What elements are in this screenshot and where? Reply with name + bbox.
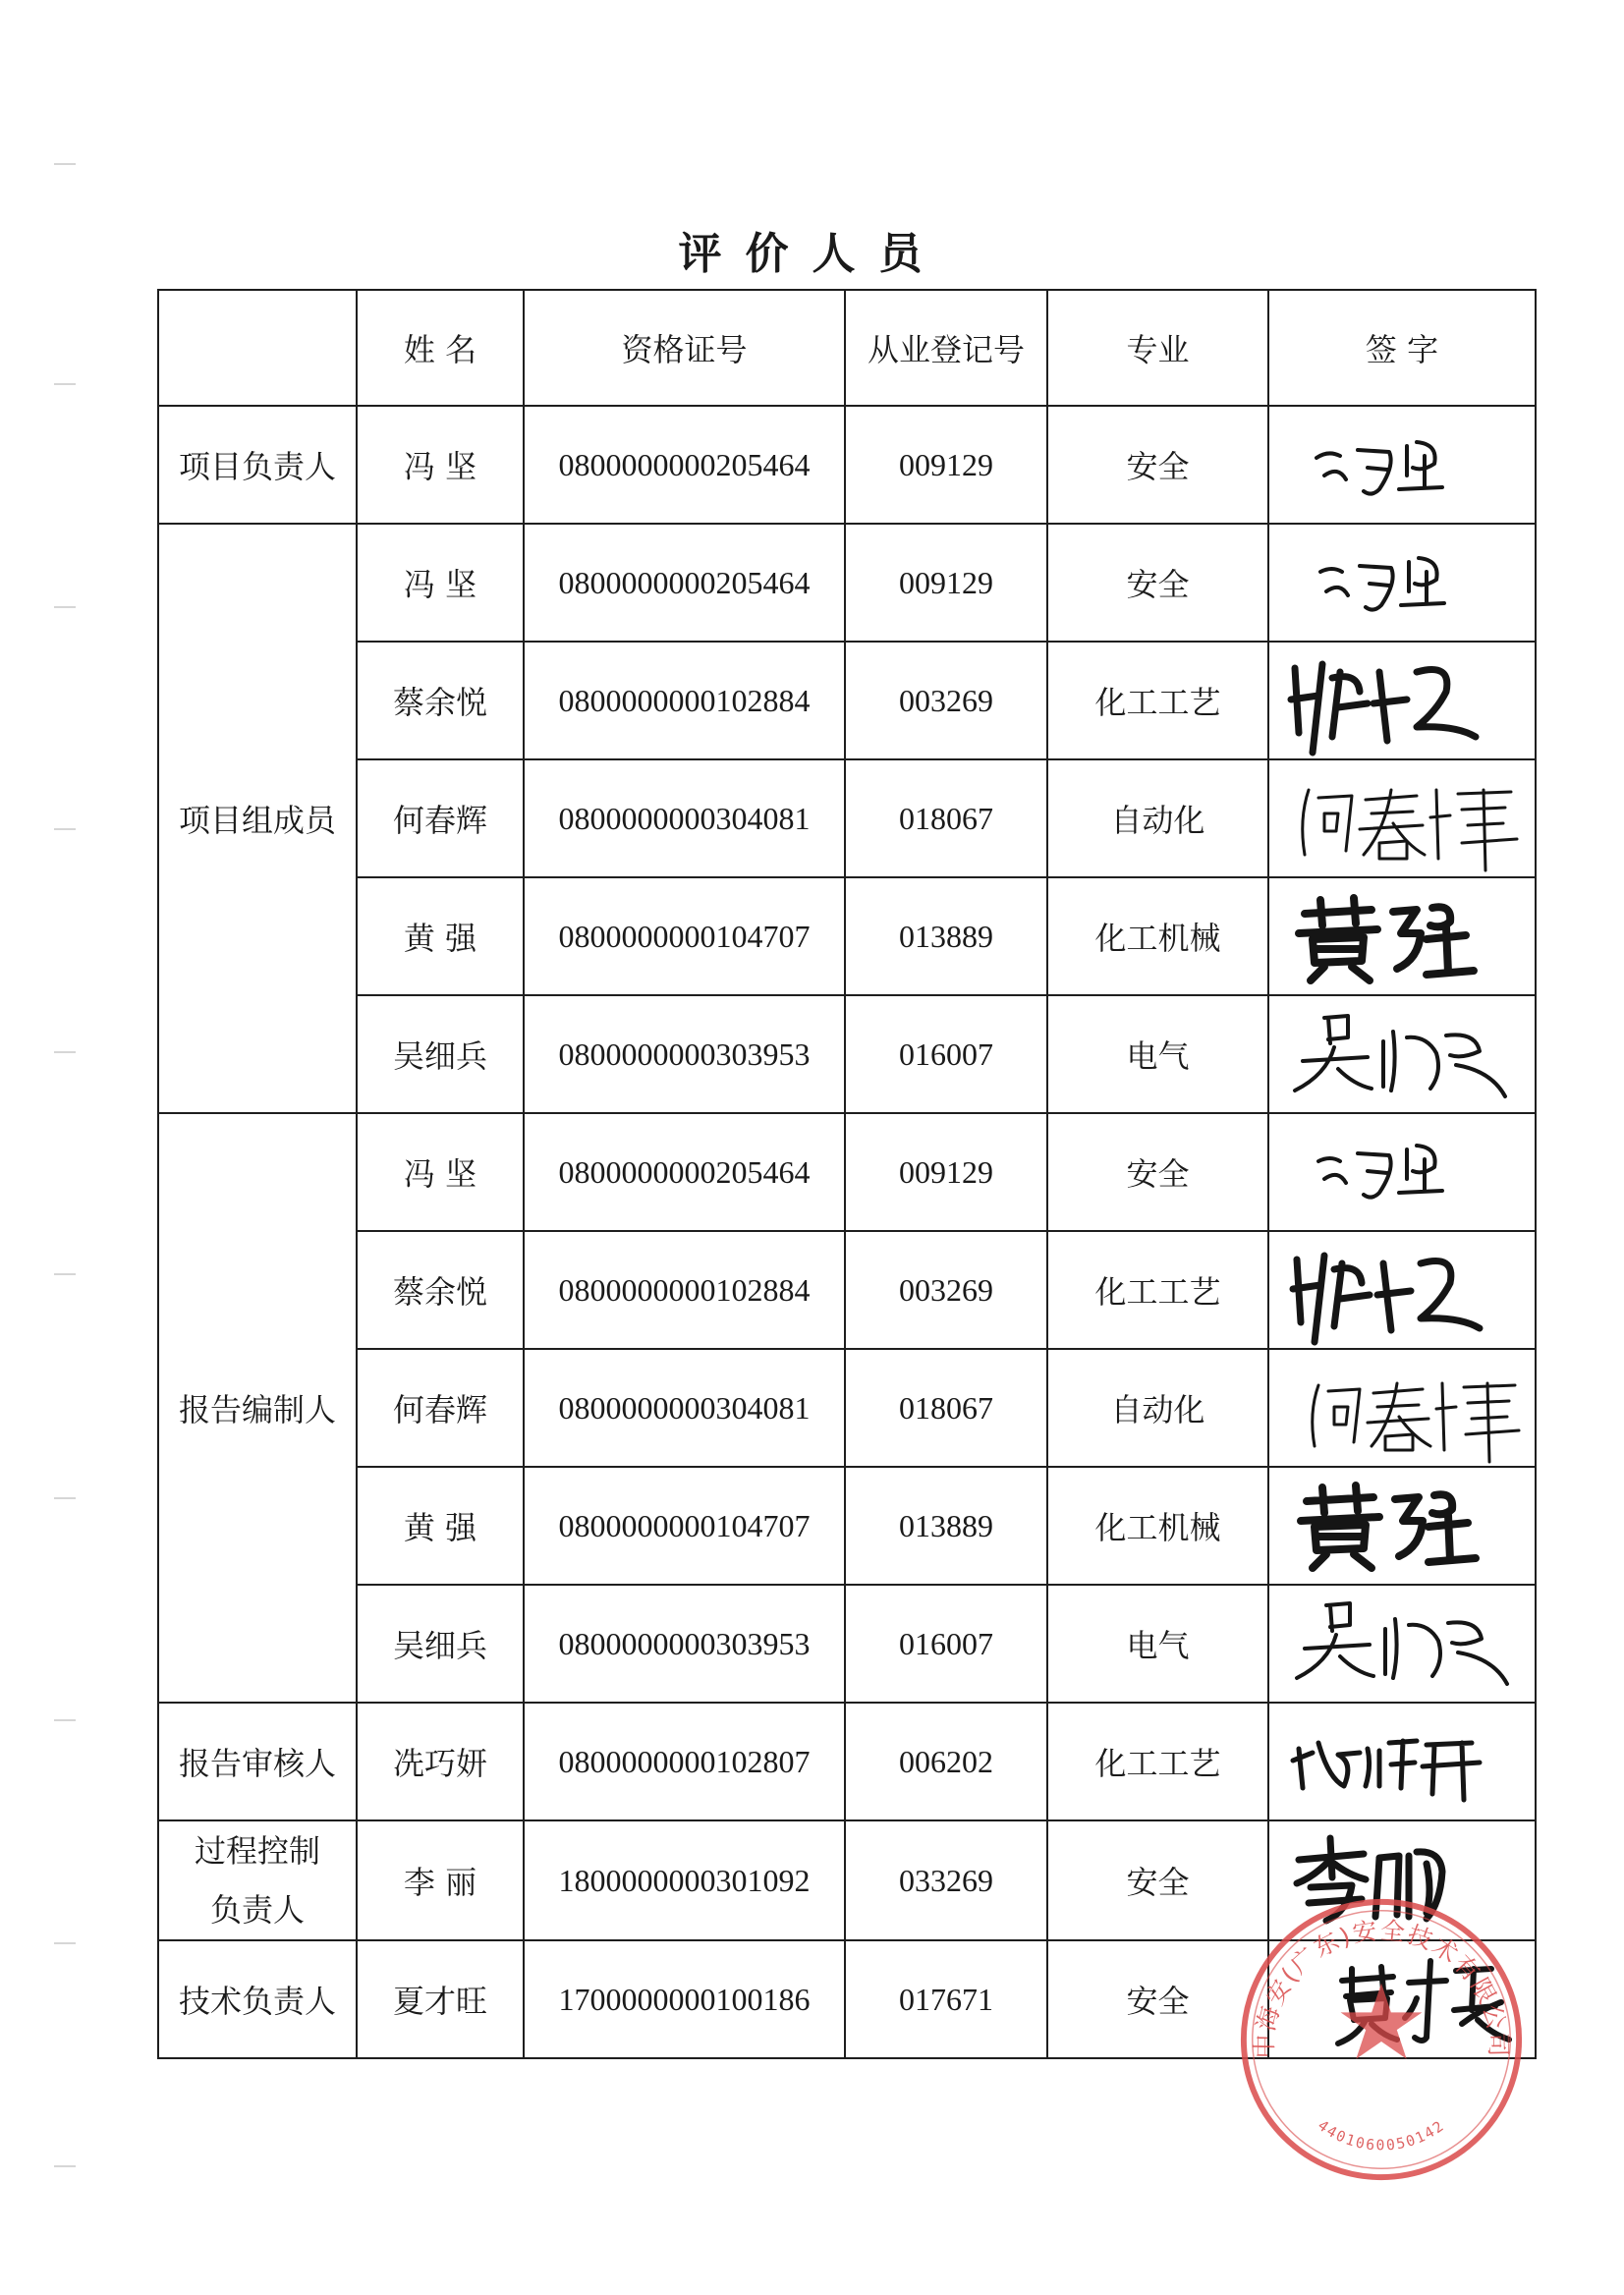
signature-cell: [1268, 877, 1536, 995]
name-cell: 蔡余悦: [357, 1231, 524, 1349]
reg-no-cell: 016007: [845, 995, 1047, 1113]
name-cell: 冯 坚: [357, 524, 524, 642]
cert-no-cell: 0800000000303953: [524, 995, 845, 1113]
handwritten-signature: [1269, 525, 1535, 641]
signature-cell: [1268, 1231, 1536, 1349]
reg-no-cell: 009129: [845, 1113, 1047, 1231]
margin-mark: [54, 383, 76, 385]
margin-mark: [54, 1719, 76, 1721]
personnel-table: [157, 289, 1537, 2059]
name-cell: 冯 坚: [357, 406, 524, 524]
handwritten-signature: [1269, 878, 1535, 994]
handwritten-signature: [1269, 760, 1535, 876]
header-reg-no: 从业登记号: [845, 290, 1047, 406]
major-cell: 安全: [1047, 524, 1268, 642]
margin-mark: [54, 1497, 76, 1499]
cert-no-cell: 0800000000102807: [524, 1703, 845, 1820]
role-cell: 技术负责人: [158, 1940, 357, 2058]
name-cell: 黄 强: [357, 1467, 524, 1585]
handwritten-signature: [1269, 1114, 1535, 1230]
role-cell: 报告编制人: [158, 1113, 357, 1703]
header-role: [158, 290, 357, 406]
signature-cell: [1268, 1585, 1536, 1703]
name-cell: 黄 强: [357, 877, 524, 995]
table-row: [158, 1113, 1536, 1231]
major-cell: 化工机械: [1047, 877, 1268, 995]
handwritten-signature: [1269, 1822, 1535, 1938]
signature-cell: [1268, 1349, 1536, 1467]
major-cell: 化工工艺: [1047, 1703, 1268, 1820]
role-cell: [158, 1820, 357, 1940]
table-row: [158, 642, 1536, 759]
reg-no-cell: 017671: [845, 1940, 1047, 2058]
role-label-line: 过程控制: [194, 1832, 320, 1870]
table-row: [158, 1231, 1536, 1349]
cert-no-cell: 0800000000102884: [524, 1231, 845, 1349]
signature-cell: [1268, 642, 1536, 759]
reg-no-cell: 003269: [845, 642, 1047, 759]
reg-no-cell: 009129: [845, 524, 1047, 642]
reg-no-cell: 018067: [845, 759, 1047, 877]
cert-no-cell: 0800000000102884: [524, 642, 845, 759]
cert-no-cell: 0800000000205464: [524, 406, 845, 524]
name-cell: 冯 坚: [357, 1113, 524, 1231]
table-row: [158, 877, 1536, 995]
major-cell: 自动化: [1047, 1349, 1268, 1467]
page-title: 评价人员: [678, 229, 946, 279]
table-row: [158, 1820, 1536, 1940]
signature-cell: [1268, 1113, 1536, 1231]
name-cell: 何春辉: [357, 1349, 524, 1467]
cert-no-cell: 0800000000205464: [524, 1113, 845, 1231]
role-cell: 报告审核人: [158, 1703, 357, 1820]
major-cell: 安全: [1047, 1820, 1268, 1940]
name-cell: 吴细兵: [357, 1585, 524, 1703]
margin-mark: [54, 1942, 76, 1944]
svg-text:4401060050142: 4401060050142: [1314, 2116, 1449, 2155]
handwritten-signature: [1269, 407, 1535, 523]
table-header-row: [158, 290, 1536, 406]
header-cert-no: 资格证号: [524, 290, 845, 406]
major-cell: 化工工艺: [1047, 642, 1268, 759]
cert-no-cell: 0800000000304081: [524, 1349, 845, 1467]
handwritten-signature: [1269, 1468, 1535, 1584]
handwritten-signature: [1269, 643, 1535, 758]
name-cell: 何春辉: [357, 759, 524, 877]
table-row: [158, 1349, 1536, 1467]
header-major: 专业: [1047, 290, 1268, 406]
name-cell: 夏才旺: [357, 1940, 524, 2058]
reg-no-cell: 016007: [845, 1585, 1047, 1703]
table-row: [158, 995, 1536, 1113]
major-cell: 化工机械: [1047, 1467, 1268, 1585]
handwritten-signature: [1269, 1232, 1535, 1348]
reg-no-cell: 013889: [845, 877, 1047, 995]
cert-no-cell: 0800000000104707: [524, 877, 845, 995]
handwritten-signature: [1269, 996, 1535, 1112]
header-name: 姓 名: [357, 290, 524, 406]
name-cell: 蔡余悦: [357, 642, 524, 759]
signature-cell: [1268, 759, 1536, 877]
handwritten-signature: [1269, 1941, 1535, 2057]
cert-no-cell: 0800000000303953: [524, 1585, 845, 1703]
major-cell: 电气: [1047, 995, 1268, 1113]
name-cell: 冼巧妍: [357, 1703, 524, 1820]
major-cell: 安全: [1047, 406, 1268, 524]
cert-no-cell: 1800000000301092: [524, 1820, 845, 1940]
table-row: [158, 1703, 1536, 1820]
table-row: [158, 1940, 1536, 2058]
name-cell: 吴细兵: [357, 995, 524, 1113]
signature-cell: [1268, 1467, 1536, 1585]
major-cell: 安全: [1047, 1940, 1268, 2058]
table-row: [158, 759, 1536, 877]
margin-mark: [54, 2165, 76, 2167]
table-row: [158, 1467, 1536, 1585]
role-cell: 项目负责人: [158, 406, 357, 524]
role-cell: 项目组成员: [158, 524, 357, 1113]
major-cell: 化工工艺: [1047, 1231, 1268, 1349]
margin-mark: [54, 1051, 76, 1053]
role-label-line: 负责人: [209, 1891, 305, 1929]
reg-no-cell: 009129: [845, 406, 1047, 524]
cert-no-cell: 0800000000104707: [524, 1467, 845, 1585]
major-cell: 安全: [1047, 1113, 1268, 1231]
signature-cell: [1268, 1703, 1536, 1820]
reg-no-cell: 006202: [845, 1703, 1047, 1820]
margin-mark: [54, 606, 76, 608]
handwritten-signature: [1269, 1350, 1535, 1466]
handwritten-signature: [1269, 1586, 1535, 1702]
name-cell: 李 丽: [357, 1820, 524, 1940]
signature-cell: [1268, 406, 1536, 524]
reg-no-cell: 013889: [845, 1467, 1047, 1585]
reg-no-cell: 018067: [845, 1349, 1047, 1467]
handwritten-signature: [1269, 1704, 1535, 1819]
major-cell: 电气: [1047, 1585, 1268, 1703]
table-row: [158, 406, 1536, 524]
signature-cell: [1268, 524, 1536, 642]
reg-no-cell: 003269: [845, 1231, 1047, 1349]
cert-no-cell: 0800000000205464: [524, 524, 845, 642]
table-row: [158, 524, 1536, 642]
cert-no-cell: 0800000000304081: [524, 759, 845, 877]
margin-mark: [54, 828, 76, 830]
svg-text:中海安(广东)安全技术有限公司: 中海安(广东)安全技术有限公司: [1250, 1916, 1513, 2059]
margin-mark: [54, 1273, 76, 1275]
table-row: [158, 1585, 1536, 1703]
signature-cell: [1268, 1940, 1536, 2058]
major-cell: 自动化: [1047, 759, 1268, 877]
cert-no-cell: 1700000000100186: [524, 1940, 845, 2058]
reg-no-cell: 033269: [845, 1820, 1047, 1940]
signature-cell: [1268, 995, 1536, 1113]
signature-cell: [1268, 1820, 1536, 1940]
header-signature: 签 字: [1268, 290, 1536, 406]
margin-mark: [54, 163, 76, 165]
